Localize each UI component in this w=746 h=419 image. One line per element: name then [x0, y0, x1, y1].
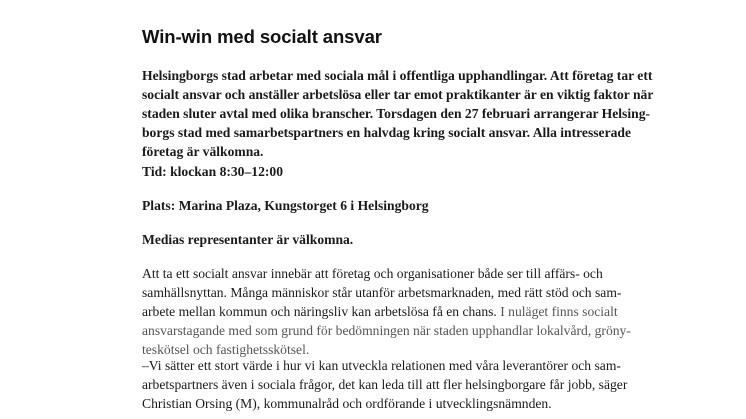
body-paragraph: [142, 264, 631, 359]
event-time: Tid: klockan 8:30–12:00: [142, 164, 283, 179]
intro-line: socialt ansvar och anställer arbetslösa eller tar emot praktikanter är en viktig faktor när: [142, 87, 654, 102]
body-line-dark: arbete mellan kommun och näringsliv kan arbetslösa få en chans.: [142, 304, 497, 319]
intro-line: Helsingborgs stad arbetar med sociala mål i offentliga upphandlingar. Att företag tar ett: [142, 68, 653, 83]
body-line: teskötsel och fastighetsskötsel.: [142, 342, 310, 357]
body-line-gray: I nuläget finns socialt: [496, 304, 618, 319]
body-line: Att ta ett socialt ansvar innebär att företag och organisationer både ser till affärs- och: [142, 266, 603, 281]
intro-paragraph: [142, 66, 653, 161]
quote-line: arbetspartners även i sociala frågor, det kan leda till att fler helsingborgare får jobb, säger: [142, 377, 628, 392]
event-place: Plats: Marina Plaza, Kungstorget 6 i Helsingborg: [142, 198, 429, 213]
body-line: ansvarstagande med som grund för bedömningen när staden upphandlar lokalvård, gröny-: [142, 323, 631, 338]
intro-line: borgs stad med samarbetspartners en halvdag kring socialt ansvar. Alla intresserade: [142, 125, 632, 140]
quote-line: Christian Orsing (M), kommunalråd och ordförande i utvecklingsnämnden.: [142, 396, 552, 411]
quote-line: –Vi sätter ett stort värde i hur vi kan utveckla relationen med våra leverantörer och sam-: [142, 358, 621, 373]
intro-line: staden sluter avtal med olika branscher. Torsdagen den 27 februari arrangerar Helsing-: [142, 106, 651, 121]
quote-paragraph: [142, 356, 627, 413]
page-title: Win-win med socialt ansvar: [142, 26, 382, 47]
intro-line: företag är välkomna.: [142, 144, 264, 159]
body-line: [142, 302, 631, 321]
body-line: samhällsnyttan. Många människor står utanför arbetsmarknaden, med rätt stöd och sam-: [142, 285, 622, 300]
media-note: Medias representanter är välkomna.: [142, 232, 354, 247]
